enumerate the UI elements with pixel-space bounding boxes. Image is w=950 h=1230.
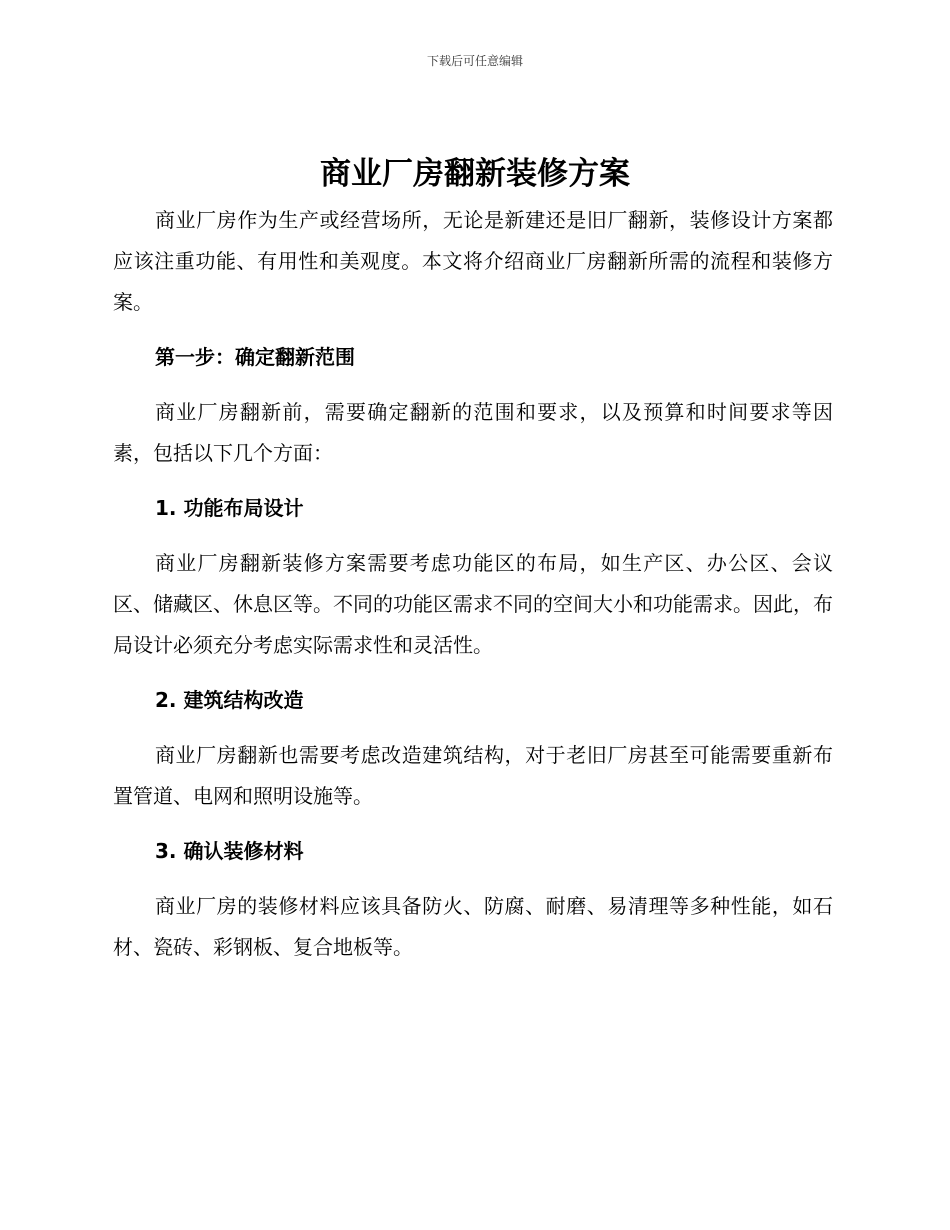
header-note: 下载后可任意编辑 bbox=[426, 54, 523, 68]
item3-heading: 3. 确认装修材料 bbox=[155, 839, 304, 863]
step1-paragraph: 商业厂房翻新前，需要确定翻新的范围和要求，以及预算和时间要求等因素，包括以下几个方面： bbox=[113, 400, 833, 465]
step1-heading: 第一步：确定翻新范围 bbox=[155, 345, 355, 369]
intro-paragraph: 商业厂房作为生产或经营场所，无论是新建还是旧厂翻新，装修设计方案都应该注重功能、有用性和美观度。本文将介绍商业厂房翻新所需的流程和装修方案。 bbox=[113, 208, 833, 314]
document-title: 商业厂房翻新装修方案 bbox=[320, 156, 630, 192]
item3-paragraph: 商业厂房的装修材料应该具备防火、防腐、耐磨、易清理等多种性能，如石材、瓷砖、彩钢板、复合地板等。 bbox=[113, 894, 833, 959]
item2-paragraph: 商业厂房翻新也需要考虑改造建筑结构，对于老旧厂房甚至可能需要重新布置管道、电网和照明设施等。 bbox=[113, 743, 833, 808]
item1-paragraph: 商业厂房翻新装修方案需要考虑功能区的布局，如生产区、办公区、会议区、储藏区、休息区等。不同的功能区需求不同的空间大小和功能需求。因此，布局设计必须充分考虑实际需求性和灵活性。 bbox=[113, 551, 833, 657]
document-body bbox=[113, 200, 833, 968]
item1-heading: 1. 功能布局设计 bbox=[155, 496, 304, 520]
item2-heading: 2. 建筑结构改造 bbox=[155, 688, 304, 712]
